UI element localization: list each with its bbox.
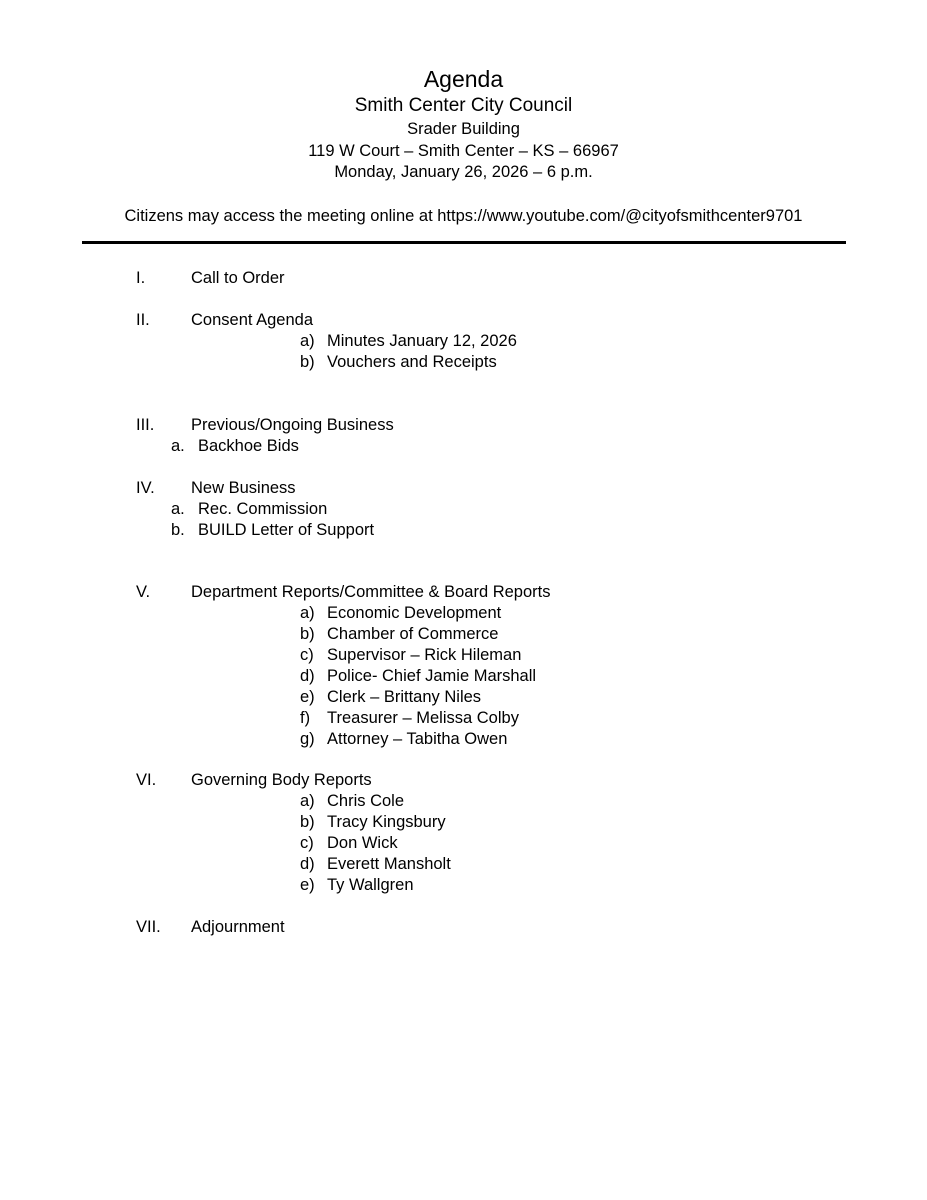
item-label: b.: [171, 521, 185, 539]
item-label: c): [300, 834, 314, 852]
item-label: b): [300, 813, 315, 831]
item-label: f): [300, 709, 311, 727]
meeting-location: Srader Building: [407, 120, 520, 138]
item-label: d): [300, 855, 315, 873]
item-label: a): [300, 792, 315, 810]
item-text: Chamber of Commerce: [327, 625, 499, 643]
item-label: a): [300, 604, 315, 622]
item-text: Chris Cole: [327, 792, 405, 810]
section-title: Department Reports/Committee & Board Reports: [191, 583, 551, 601]
section-numeral: II.: [136, 311, 150, 329]
item-text: Tracy Kingsbury: [327, 813, 446, 831]
item-text: Everett Mansholt: [327, 855, 451, 873]
section-title: New Business: [191, 479, 296, 497]
item-text: Economic Development: [327, 604, 502, 622]
page-title: Agenda: [423, 66, 504, 92]
section-numeral: V.: [136, 583, 151, 601]
online-access-notice: Citizens may access the meeting online at https://www.youtube.com/@cityofsmithcenter9701: [124, 207, 803, 225]
item-text: Supervisor – Rick Hileman: [327, 646, 522, 664]
section-title: Previous/Ongoing Business: [191, 416, 394, 434]
council-name: Smith Center City Council: [354, 95, 573, 116]
item-text: Ty Wallgren: [327, 876, 414, 894]
meeting-datetime: Monday, January 26, 2026 – 6 p.m.: [334, 163, 593, 181]
section-numeral: IV.: [136, 479, 155, 497]
item-label: d): [300, 667, 315, 685]
item-text: Minutes January 12, 2026: [327, 332, 517, 350]
section-title: Governing Body Reports: [191, 771, 372, 789]
item-label: a): [300, 332, 315, 350]
item-text: Backhoe Bids: [198, 437, 299, 455]
item-label: c): [300, 646, 314, 664]
section-numeral: VI.: [136, 771, 157, 789]
item-label: e): [300, 876, 315, 894]
item-label: e): [300, 688, 315, 706]
meeting-address: 119 W Court – Smith Center – KS – 66967: [308, 142, 619, 160]
section-title: Call to Order: [191, 269, 285, 287]
item-label: g): [300, 730, 315, 748]
item-text: BUILD Letter of Support: [198, 521, 375, 539]
item-text: Treasurer – Melissa Colby: [327, 709, 519, 727]
item-text: Clerk – Brittany Niles: [327, 688, 482, 706]
item-text: Attorney – Tabitha Owen: [327, 730, 508, 748]
header-divider: [82, 241, 846, 244]
item-label: a.: [171, 500, 185, 518]
item-text: Rec. Commission: [198, 500, 328, 518]
section-numeral: I.: [136, 269, 146, 287]
item-label: b): [300, 625, 315, 643]
section-numeral: III.: [136, 416, 155, 434]
item-text: Vouchers and Receipts: [327, 353, 497, 371]
section-title: Adjournment: [191, 918, 285, 936]
item-text: Don Wick: [327, 834, 398, 852]
item-text: Police- Chief Jamie Marshall: [327, 667, 537, 685]
section-numeral: VII.: [136, 918, 161, 936]
item-label: b): [300, 353, 315, 371]
item-label: a.: [171, 437, 185, 455]
section-title: Consent Agenda: [191, 311, 314, 329]
